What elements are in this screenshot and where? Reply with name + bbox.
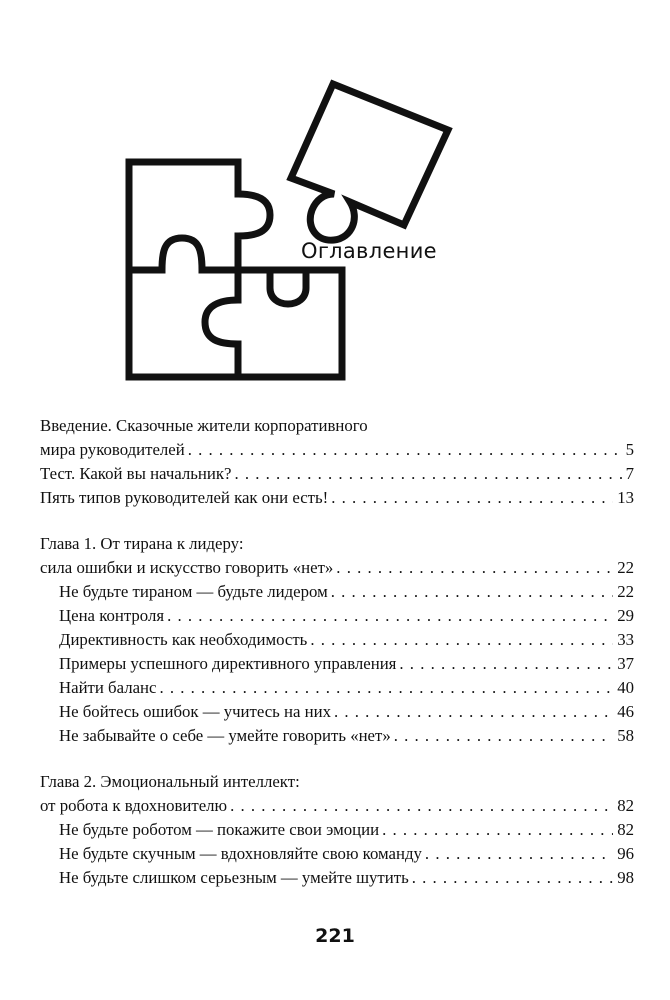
toc-entry-title: Директивность как необходимость [59,630,308,649]
toc-entry-page: 98 [617,868,634,887]
toc-entry-title: Примеры успешного директивного управления [59,654,397,673]
toc-entry-page: 82 [617,796,634,815]
toc-entry[interactable] [40,462,634,486]
dot-leader [394,724,613,748]
toc-subentry[interactable] [40,700,634,724]
toc-subentry[interactable] [40,842,634,866]
puzzle-flying-piece [291,84,448,240]
toc-entry-title: Пять типов руководителей как они есть! [40,488,329,507]
toc-heading: Оглавление [301,239,437,263]
toc-entry[interactable] [40,556,634,580]
toc-subentry[interactable] [40,866,634,890]
toc-subentry[interactable] [40,724,634,748]
toc-entry-page: 33 [617,630,634,649]
dot-leader [310,628,613,652]
toc-subentry[interactable] [40,818,634,842]
dot-leader [382,818,613,842]
toc-entry-page: 82 [617,820,634,839]
dot-leader [412,866,614,890]
toc-entry[interactable] [40,486,634,510]
toc-entry[interactable] [40,770,634,794]
dot-leader [159,676,613,700]
toc-entry-title: Введение. Сказочные жители корпоративного [40,416,368,435]
toc-entry-title: Не забывайте о себе — умейте говорить «нет» [59,726,391,745]
dot-leader [334,700,613,724]
toc-entry[interactable] [40,794,634,818]
toc-entry-page: 37 [617,654,634,673]
toc-entry-title: мира руководителей [40,440,185,459]
toc-entry[interactable] [40,532,634,556]
toc-entry-page: 13 [617,488,634,507]
toc-entry-page: 7 [625,464,634,483]
toc-entry-title: Найти баланс [59,678,157,697]
table-of-contents [40,414,634,912]
toc-group-chapter-1 [40,532,634,748]
toc-entry-title: Глава 2. Эмоциональный интеллект: [40,772,300,791]
toc-entry-title: Не будьте слишком серьезным — умейте шутить [59,868,409,887]
dot-leader [331,486,613,510]
dot-leader [234,462,621,486]
toc-subentry[interactable] [40,580,634,604]
toc-entry-title: Глава 1. От тирана к лидеру: [40,534,244,553]
toc-entry-page: 5 [625,440,634,459]
dot-leader [188,438,622,462]
toc-entry-title: Цена контроля [59,606,165,625]
page-number: 221 [315,925,355,947]
toc-subentry[interactable] [40,676,634,700]
toc-entry-page: 40 [617,678,634,697]
toc-entry-title: от робота к вдохновителю [40,796,228,815]
toc-entry-title: Не бойтесь ошибок — учитесь на них [59,702,331,721]
toc-entry[interactable] [40,414,634,438]
puzzle-seam-horizontal [129,238,238,270]
toc-entry-page: 22 [617,558,634,577]
toc-entry-title: Не будьте скучным — вдохновляйте свою команду [59,844,422,863]
toc-entry[interactable] [40,438,634,462]
toc-subentry[interactable] [40,604,634,628]
puzzle-illustration [0,0,670,400]
dot-leader [336,556,613,580]
dot-leader [399,652,613,676]
toc-entry-page: 46 [617,702,634,721]
toc-entry-title: Не будьте роботом — покажите свои эмоции [59,820,380,839]
puzzle-seam-vertical [205,270,238,377]
dot-leader [230,794,613,818]
dot-leader [425,842,613,866]
toc-entry-title: Тест. Какой вы начальник? [40,464,232,483]
toc-subentry[interactable] [40,652,634,676]
puzzle-seam-right [270,270,306,304]
toc-entry-title: Не будьте тираном — будьте лидером [59,582,328,601]
toc-group-introduction [40,414,634,510]
toc-entry-page: 96 [617,844,634,863]
toc-entry-page: 29 [617,606,634,625]
toc-entry-page: 22 [617,582,634,601]
toc-entry-title: сила ошибки и искусство говорить «нет» [40,558,334,577]
toc-entry-page: 58 [617,726,634,745]
toc-group-chapter-2 [40,770,634,890]
dot-leader [331,580,614,604]
toc-subentry[interactable] [40,628,634,652]
dot-leader [167,604,613,628]
